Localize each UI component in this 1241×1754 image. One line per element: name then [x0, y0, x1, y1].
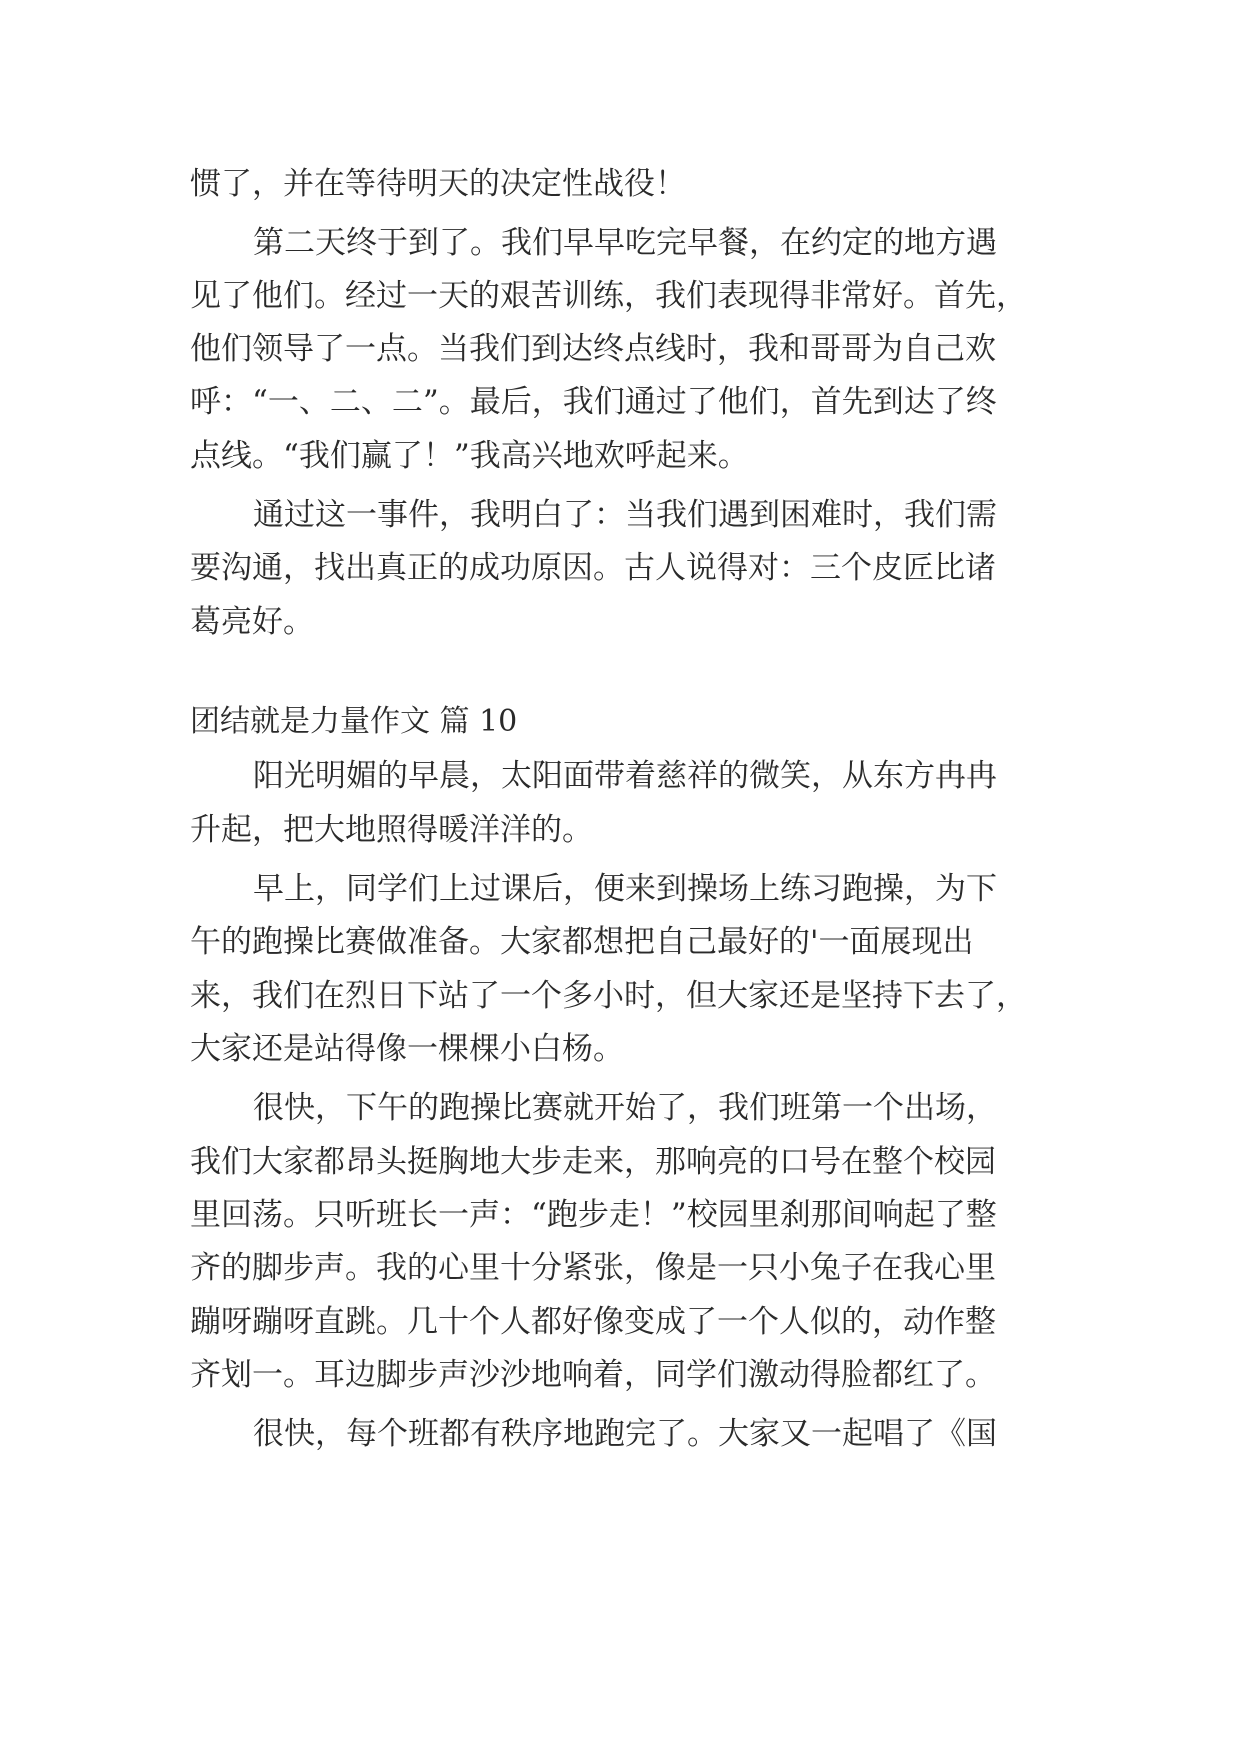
paragraph-line: 呼：“一、二、二”。最后，我们通过了他们，首先到达了终 [190, 384, 997, 420]
paragraph-line: 见了他们。经过一天的艰苦训练，我们表现得非常好。首先， [190, 278, 1027, 314]
paragraph-line: 点线。“我们赢了！”我高兴地欢呼起来。 [190, 438, 749, 474]
paragraph-line: 要沟通，找出真正的成功原因。古人说得对：三个皮匠比诸 [190, 550, 996, 586]
paragraph-line: 午的跑操比赛做准备。大家都想把自己最好的'一面展现出 [190, 924, 974, 960]
paragraph-line: 早上，同学们上过课后，便来到操场上练习跑操，为下 [253, 871, 997, 907]
paragraph-line: 第二天终于到了。我们早早吃完早餐，在约定的地方遇 [253, 225, 997, 261]
paragraph-line: 葛亮好。 [190, 604, 314, 640]
paragraph-line: 蹦呀蹦呀直跳。几十个人都好像变成了一个人似的，动作整 [190, 1304, 996, 1340]
paragraph-line: 升起，把大地照得暖洋洋的。 [190, 812, 593, 848]
paragraph-line: 里回荡。只听班长一声：“跑步走！”校园里刹那间响起了整 [190, 1197, 997, 1233]
paragraph-line: 齐的脚步声。我的心里十分紧张，像是一只小兔子在我心里 [190, 1250, 996, 1286]
paragraph-line: 他们领导了一点。当我们到达终点线时，我和哥哥为自己欢 [190, 331, 996, 367]
paragraph-line: 阳光明媚的早晨，太阳面带着慈祥的微笑，从东方冉冉 [253, 758, 997, 794]
paragraph-line: 很快，每个班都有秩序地跑完了。大家又一起唱了《国 [253, 1416, 997, 1452]
paragraph-line: 齐划一。耳边脚步声沙沙地响着，同学们激动得脸都红了。 [190, 1357, 996, 1393]
paragraph-line: 惯了，并在等待明天的决定性战役！ [190, 166, 686, 202]
section-heading: 团结就是力量作文 篇 10 [190, 704, 518, 739]
paragraph-line: 来，我们在烈日下站了一个多小时，但大家还是坚持下去了， [190, 978, 1027, 1014]
paragraph-line: 我们大家都昂头挺胸地大步走来，那响亮的口号在整个校园 [190, 1144, 996, 1180]
paragraph-line: 大家还是站得像一棵棵小白杨。 [190, 1031, 624, 1067]
paragraph-line: 很快，下午的跑操比赛就开始了，我们班第一个出场， [253, 1090, 997, 1126]
paragraph-line: 通过这一事件，我明白了：当我们遇到困难时，我们需 [253, 497, 997, 533]
